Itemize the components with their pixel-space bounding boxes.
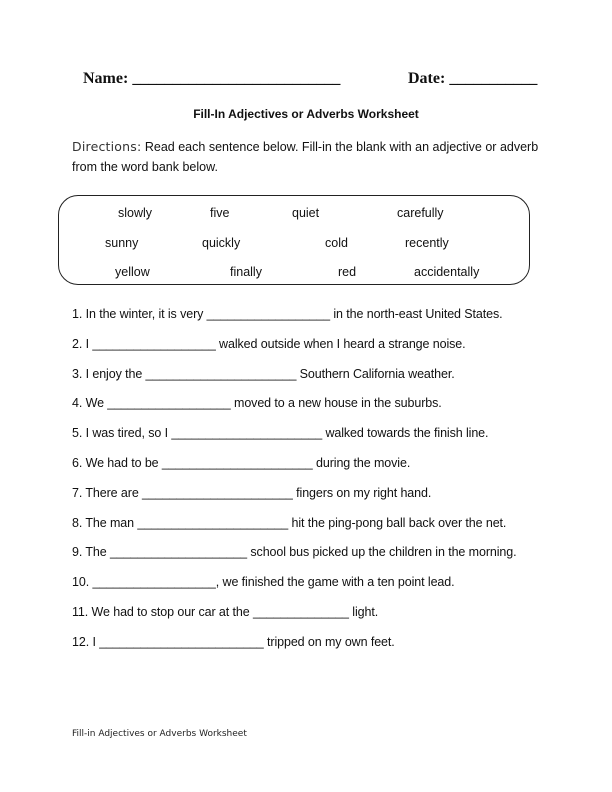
name-label: Name: (83, 70, 133, 87)
word-bank-word: five (210, 206, 230, 220)
name-blank[interactable]: __________________________ (132, 70, 341, 87)
word-bank-word: accidentally (414, 265, 480, 279)
worksheet-header (0, 70, 612, 94)
directions (72, 137, 542, 177)
question-item[interactable]: 2. I __________________ walked outside when I heard a strange noise. (72, 336, 466, 351)
word-bank (58, 195, 530, 285)
word-bank-word: quickly (202, 236, 241, 250)
question-item[interactable]: 3. I enjoy the ______________________ Southern California weather. (72, 366, 455, 381)
question-item[interactable]: 6. We had to be ______________________ during the movie. (72, 455, 411, 470)
question-item[interactable]: 1. In the winter, it is very __________________ in the north-east United States. (72, 307, 503, 321)
word-bank-word: finally (230, 265, 262, 279)
question-item[interactable]: 9. The ____________________ school bus picked up the children in the morning. (72, 545, 517, 560)
question-item[interactable]: 7. There are ______________________ fingers on my right hand. (72, 485, 432, 500)
directions-text: Read each sentence below. Fill-in the blank with an adjective or adverb from the word bank below. (72, 140, 539, 174)
date-field[interactable] (408, 70, 537, 88)
question-item[interactable]: 10. __________________, we finished the game with a ten point lead. (72, 575, 455, 590)
directions-label: Directions: (72, 139, 142, 154)
word-bank-word: slowly (118, 206, 153, 220)
word-bank-word: sunny (105, 236, 139, 250)
word-bank-word: recently (405, 236, 449, 250)
page-footer: Fill-in Adjectives or Adverbs Worksheet (72, 729, 247, 739)
word-bank-word: red (338, 265, 357, 279)
date-blank[interactable]: ___________ (449, 70, 538, 87)
word-bank-word: cold (325, 236, 348, 250)
date-label: Date: (408, 70, 450, 87)
word-bank-word: carefully (397, 206, 444, 220)
question-item[interactable]: 5. I was tired, so I ______________________ walked towards the finish line. (72, 426, 489, 441)
name-field[interactable] (83, 70, 340, 88)
question-item[interactable]: 4. We __________________ moved to a new house in the suburbs. (72, 396, 442, 411)
question-list (72, 302, 552, 660)
word-bank-word: quiet (292, 206, 320, 220)
worksheet-title: Fill-In Adjectives or Adverbs Worksheet (193, 107, 419, 121)
question-item[interactable]: 11. We had to stop our car at the ______________ light. (72, 604, 379, 619)
question-item[interactable]: 12. I ________________________ tripped on my own feet. (72, 634, 395, 649)
word-bank-word: yellow (115, 265, 150, 279)
question-item[interactable]: 8. The man ______________________ hit the ping-pong ball back over the net. (72, 515, 507, 530)
